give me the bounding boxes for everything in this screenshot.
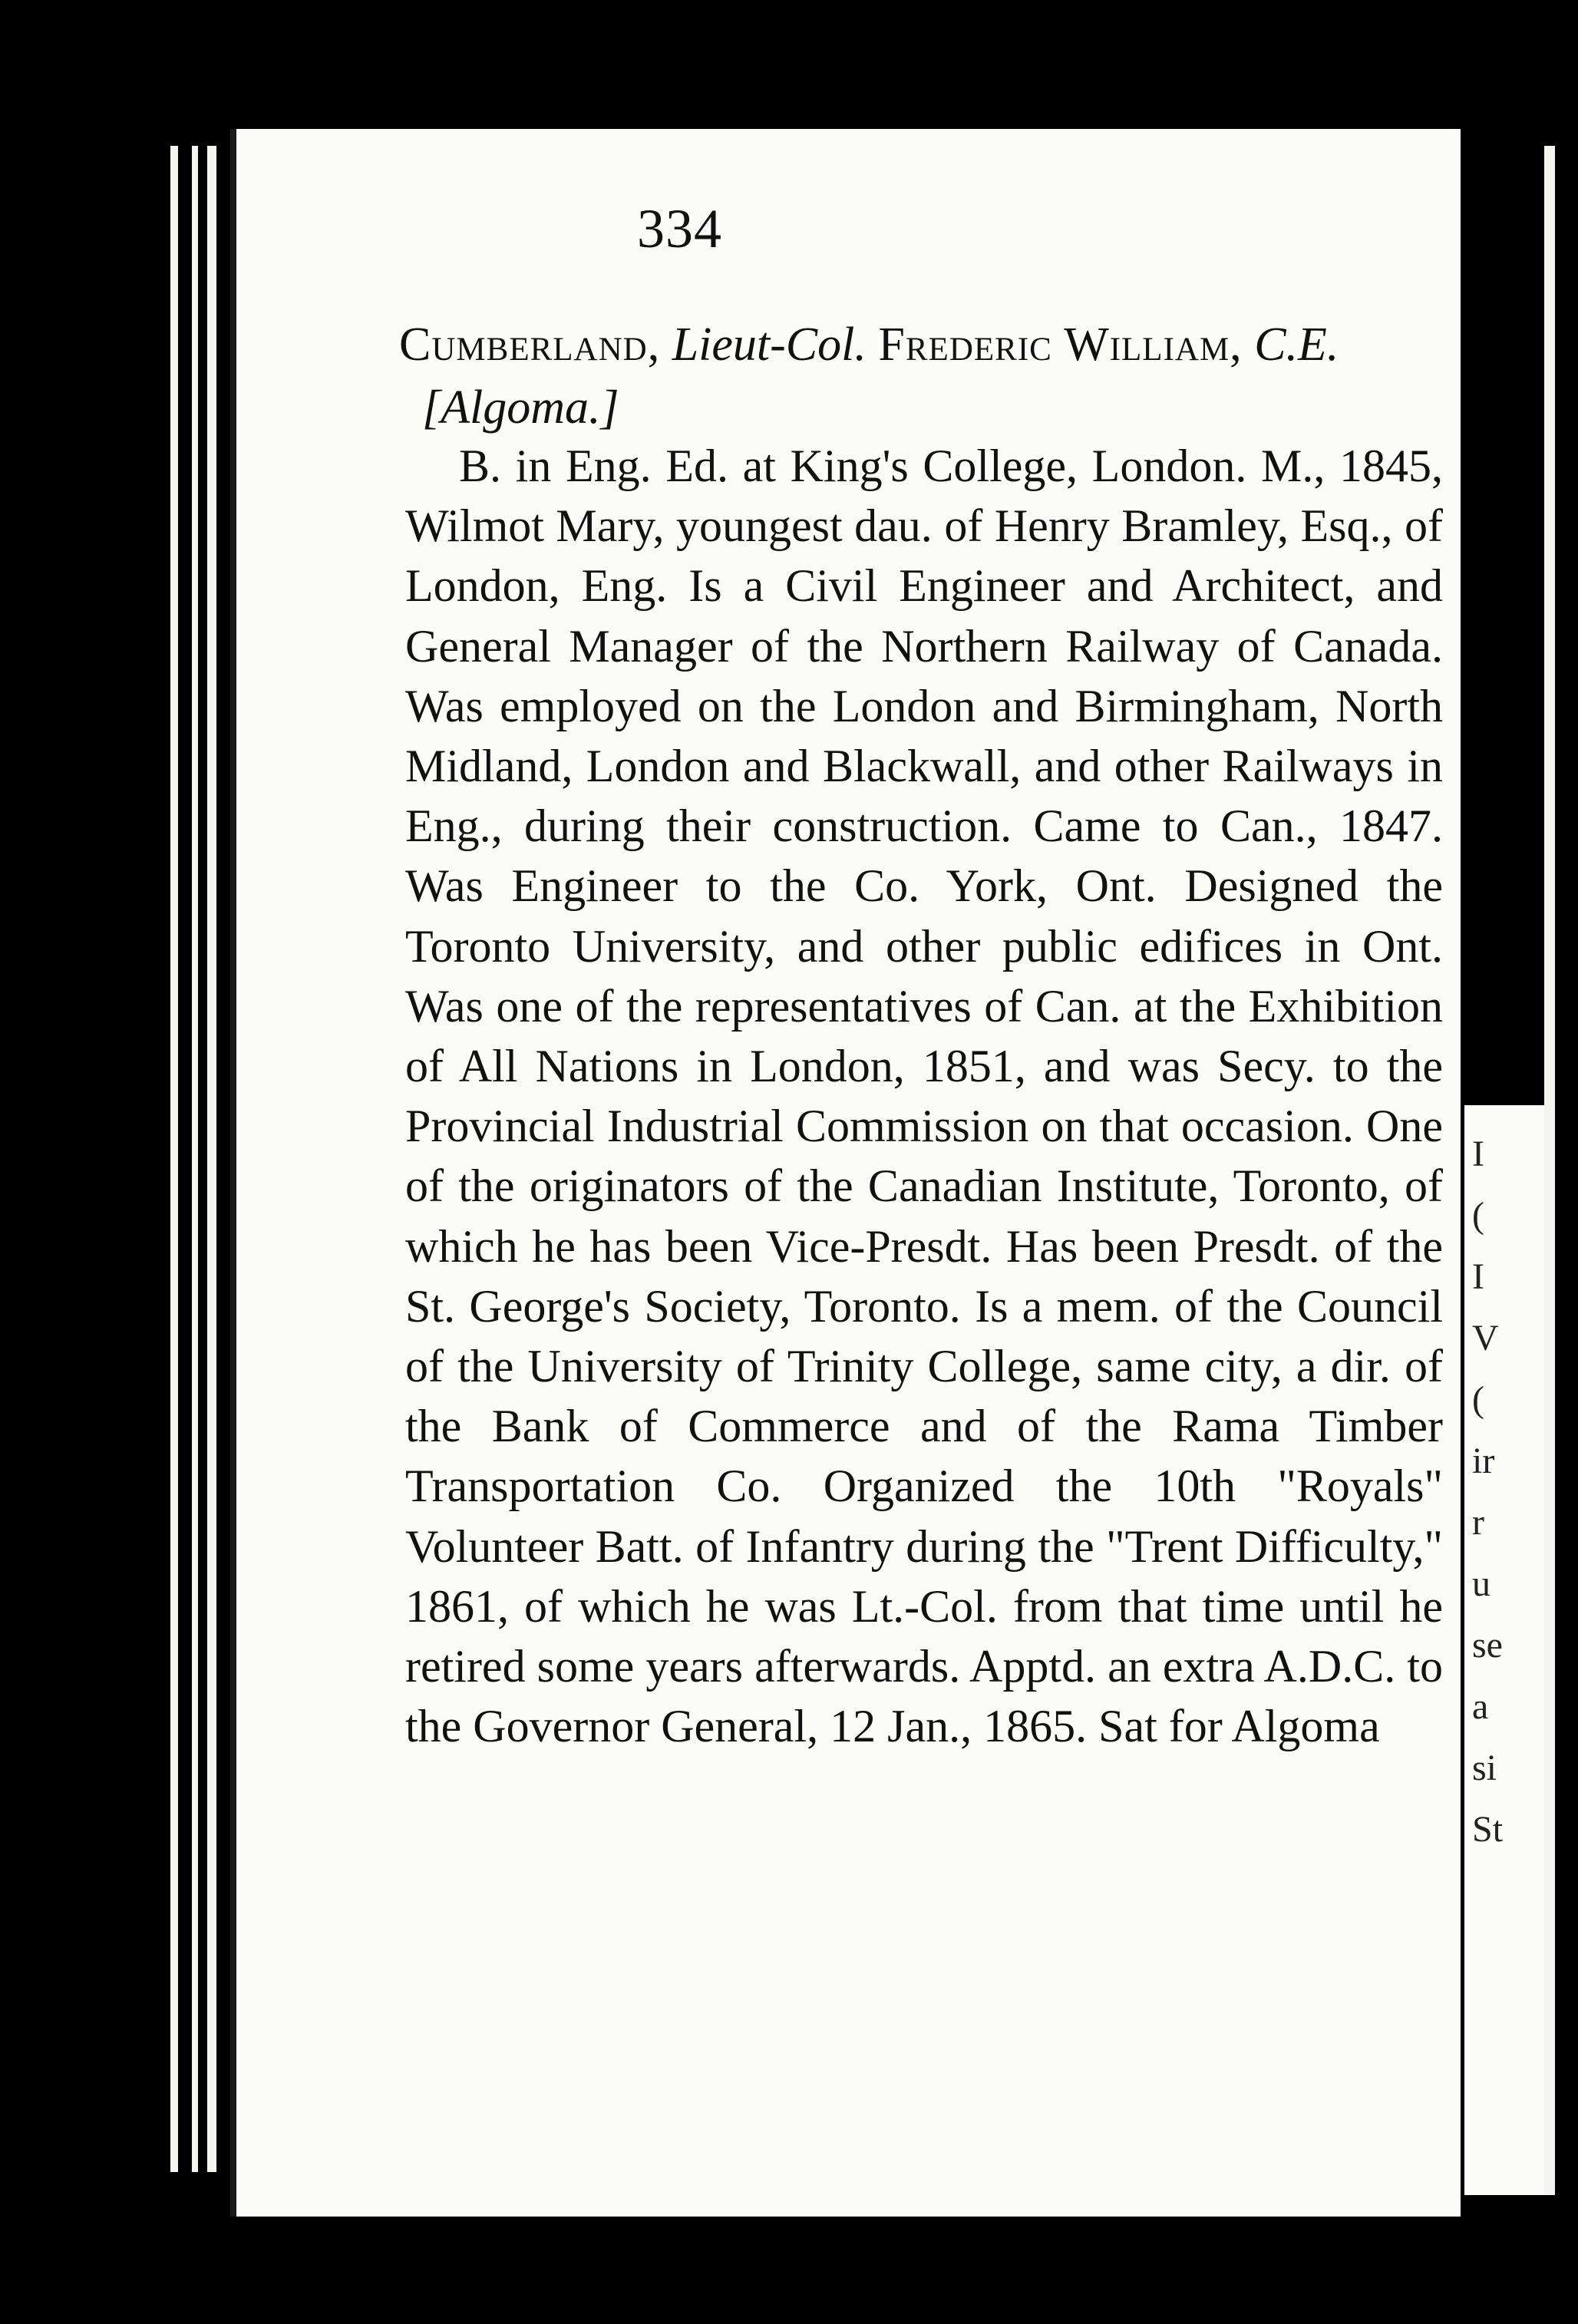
book-spine-edge [170,146,178,2172]
book-spine-edge [207,146,216,2172]
facing-page-fragment: ir [1472,1441,1495,1481]
entry-rank: Lieut-Col. [672,319,867,371]
entry-biography: B. in Eng. Ed. at King's College, London. M., 1845, Wilmot Mary, youngest dau. of Henry Bramley, Esq., of London, Eng. Is a Civil Engineer and Architect, and General Manager of the Northern Railway of Canada. Was employed on the London and Birmingham, North Midland, London and Blackwall, and other Railways in Eng., during their construction. Came to Can., 1847. Was Engineer to the Co. York, Ont. Designed the Toronto University, and other public edifices in Ont. Was one of the representatives of Can. at the Exhibition of All Nations in London, 1851, and was Secy. to the Provincial Industrial Commission on that occasion. One of the originators of the Canadian Institute, Toronto, of which he has been Vice-Presdt. Has been Presdt. of the St. George's Society, Toronto. Is a mem. of the Council of the University of Trinity College, same city, a dir. of the Bank of Commerce and of the Rama Timber Transportation Co. Organized the 10th "Royals" Volunteer Batt. of Infantry during the "Trent Difficulty," 1861, of which he was Lt.-Col. from that time until he retired some years afterwards. Apptd. an extra A.D.C. to the Governor General, 12 Jan., 1865. Sat for Algoma [405,441,1443,1752]
facing-page-fragment: u [1472,1563,1491,1604]
entry-heading [399,313,1443,439]
facing-page-strip [1464,1105,1544,2195]
facing-page-fragment: I [1472,1134,1484,1174]
page-number: 334 [637,198,722,259]
entry-honours: C.E. [1254,319,1339,371]
entry-surname: Cumberland, [399,319,661,371]
facing-page-fragment: si [1472,1748,1497,1788]
facing-page-fragment: St [1472,1809,1504,1850]
facing-page-fragment: r [1472,1502,1484,1543]
facing-page-fragment: V [1472,1318,1499,1358]
facing-page-edge [1544,146,1555,2195]
entry-given-names: Frederic William, [878,319,1243,371]
facing-page-fragment: se [1472,1625,1503,1665]
facing-page-fragment: ( [1472,1379,1484,1420]
facing-page-fragment: a [1472,1686,1489,1727]
entry-riding: [Algoma.] [422,381,619,434]
book-spine-edge [192,146,198,2172]
facing-page-fragment: I [1472,1256,1484,1297]
facing-page-fragment: ( [1472,1195,1484,1236]
